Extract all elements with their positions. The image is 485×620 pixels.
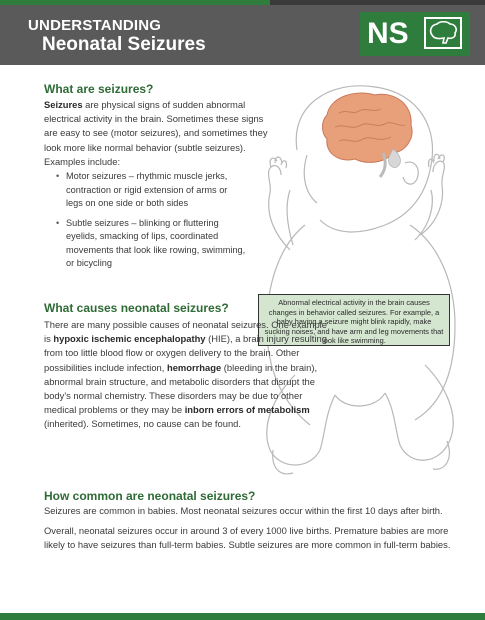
header-dark-strip xyxy=(270,0,485,5)
footer-rule xyxy=(0,600,485,620)
page-title: Neonatal Seizures xyxy=(42,34,206,55)
inborn-errors-term: inborn errors of metabolism xyxy=(184,404,310,416)
list-item: • Motor seizures – rhythmic muscle jerks, contraction or rigid extension of arms or legs on one side or both sides xyxy=(56,170,246,211)
causes-paragraph xyxy=(44,318,336,432)
brain-icon xyxy=(424,17,462,49)
header-bar xyxy=(0,0,485,65)
section-heading-what-are-seizures: What are seizures? xyxy=(44,82,154,96)
causes-text-3: (bleeding in the brain), abnormal brain structure, and metabolic disorders that disrupt the body's normal chemistry. These disorders may be due to other medical problems or they may be xyxy=(44,361,318,416)
section-heading-what-causes: What causes neonatal seizures? xyxy=(44,301,229,315)
section-heading-how-common: How common are neonatal seizures? xyxy=(44,489,256,503)
header-kicker: UNDERSTANDING xyxy=(28,17,162,34)
seizure-types-list xyxy=(56,170,246,277)
how-common-paragraph-2: Overall, neonatal seizures occur in around 3 of every 1000 live births. Premature babies are more likely to have seizures than full-term babies. Subtle seizures are more common in full-term babies. xyxy=(44,525,451,551)
causes-text-1: There are many possible causes of neonatal seizures. One example is xyxy=(44,319,327,345)
list-item: • Subtle seizures – blinking or fluttering eyelids, smacking of lips, coordinated movements that look like rowing, swimming, or bicycling xyxy=(56,217,246,271)
how-common-paragraph-1: Seizures are common in babies. Most neonatal seizures occur within the first 10 days after birth. xyxy=(44,505,443,516)
callout-box: Abnormal electrical activity in the brain causes changes in behavior called seizures. For example, a baby having a seizure might blink rapidly, make sucking noises, and have arm and leg movements that look like swimming. xyxy=(258,294,450,346)
causes-text-4: (inherited). Sometimes, no cause can be found. xyxy=(44,418,241,430)
hemorrhage-term: hemorrhage xyxy=(166,361,222,373)
seizures-term: Seizures xyxy=(44,99,83,110)
seizures-intro-text: are physical signs of sudden abnormal electrical activity in the brain. Sometimes these signs are easy to see (motor seizures), and sometimes they look more like normal behavior (subtle seizures). Examples include: xyxy=(44,99,268,167)
ns-logo xyxy=(360,12,470,56)
footer-green-bar xyxy=(0,613,485,620)
causes-text-2: (HIE), a brain injury resulting from too little blood flow or oxygen delivery to the brain. Other possibilities include infection, xyxy=(44,333,327,373)
logo-text: NS xyxy=(367,17,409,50)
hie-term: hypoxic ischemic encephalopathy xyxy=(53,333,206,345)
